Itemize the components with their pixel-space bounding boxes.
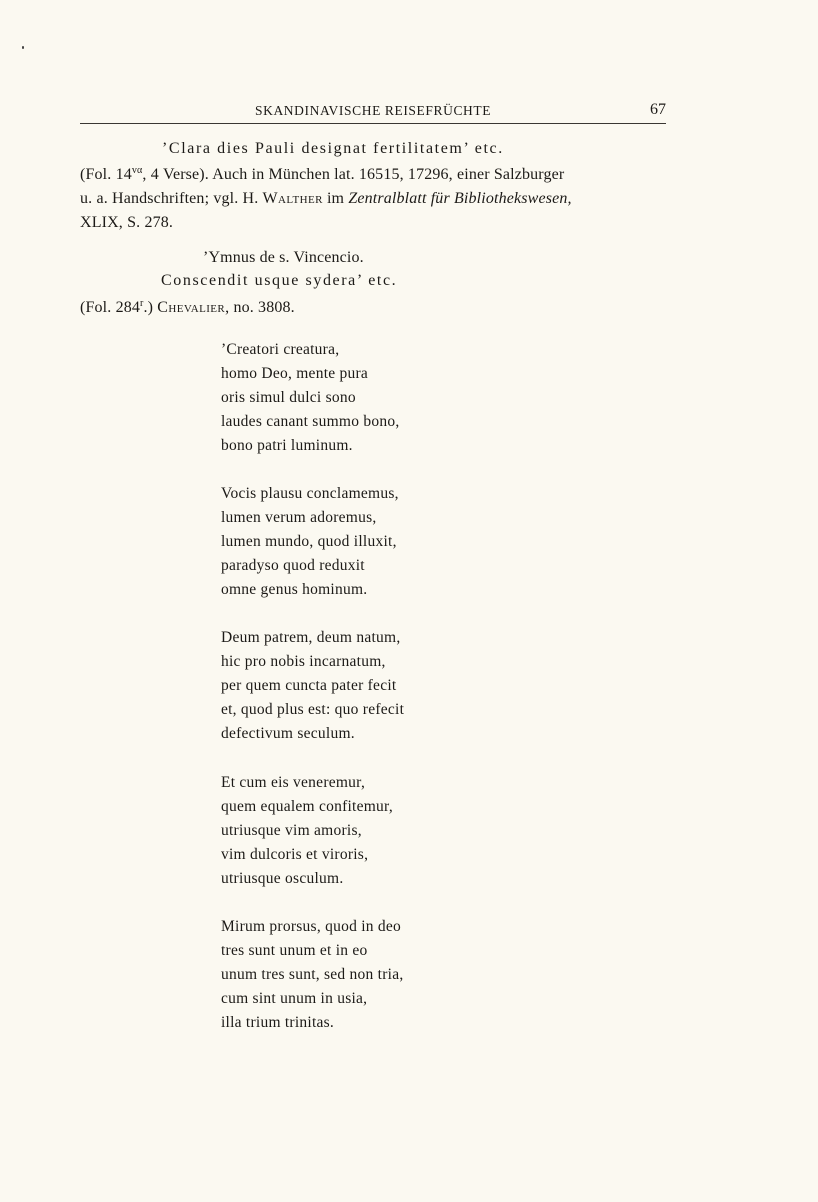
page-header: [80, 101, 666, 124]
verse-line: per quem cuncta pater fecit: [221, 677, 397, 694]
verse-line: vim dulcoris et viroris,: [221, 846, 369, 863]
verse-line: quem equalem confitemur,: [221, 798, 393, 815]
note-conscendit-superscript: r: [140, 298, 144, 309]
note-conscendit: [80, 299, 295, 317]
verse-line: Vocis plausu conclamemus,: [221, 485, 399, 502]
hymn-title: ’Ymnus de s. Vincencio.: [203, 249, 364, 266]
verse-line: defectivum seculum.: [221, 725, 355, 742]
verse-line: hic pro nobis incarnatum,: [221, 653, 386, 670]
running-title: SKANDINAVISCHE REISEFRÜCHTE: [255, 103, 492, 118]
note-conscendit-paren: .): [143, 299, 158, 316]
verse-line: homo Deo, mente pura: [221, 365, 369, 382]
verse-line: illa trium trinitas.: [221, 1014, 335, 1031]
note-clara-line-3: XLIX, S. 278.: [80, 214, 174, 231]
verse-line: Mirum prorsus, quod in deo: [221, 918, 402, 935]
note-clara-fol: (Fol. 14: [80, 166, 132, 183]
verse-line: oris simul dulci sono: [221, 389, 356, 406]
note-clara-text-1: , 4 Verse). Auch in München lat. 16515, 17296, einer Salzburger: [142, 166, 565, 183]
note-conscendit-number: , no. 3808.: [225, 299, 295, 316]
verse-line: utriusque osculum.: [221, 870, 344, 887]
print-speck: [22, 46, 24, 49]
verse-line: tres sunt unum et in eo: [221, 942, 368, 959]
verse-line: Et cum eis veneremur,: [221, 774, 366, 791]
hymn-stanza-4: [221, 771, 481, 891]
verse-line: unum tres sunt, sed non tria,: [221, 966, 404, 983]
verse-line: bono patri luminum.: [221, 437, 353, 454]
note-conscendit-fol: (Fol. 284: [80, 299, 141, 316]
incipit-clara: ’Clara dies Pauli designat fertilitatem’ etc.: [162, 140, 504, 157]
note-clara-line-2: [80, 190, 572, 208]
author-chevalier: Chevalier: [157, 299, 226, 316]
verse-line: ’Creatori creatura,: [221, 341, 340, 358]
verse-line: et, quod plus est: quo refecit: [221, 701, 405, 718]
note-clara-line-1: [80, 166, 564, 184]
incipit-conscendit: Conscendit usque sydera’ etc.: [161, 272, 398, 289]
note-clara-im: im: [322, 190, 349, 207]
hymn-stanza-3: [221, 626, 481, 746]
journal-title: Zentralblatt für Bibliothekswesen,: [348, 190, 572, 207]
verse-line: omne genus hominum.: [221, 581, 368, 598]
note-clara-folio-superscript: vα: [131, 165, 143, 176]
note-clara-text-2: u. a. Handschriften; vgl. H.: [80, 190, 263, 207]
verse-line: paradyso quod reduxit: [221, 557, 365, 574]
verse-line: lumen verum adoremus,: [221, 509, 377, 526]
author-walther: Walther: [262, 190, 323, 207]
hymn-stanza-5: [221, 915, 481, 1035]
hymn-stanza-2: [221, 482, 481, 602]
verse-line: utriusque vim amoris,: [221, 822, 362, 839]
verse-line: cum sint unum in usia,: [221, 990, 368, 1007]
verse-line: lumen mundo, quod illuxit,: [221, 533, 397, 550]
hymn-stanza-1: [221, 338, 481, 458]
page-number: 67: [650, 101, 666, 118]
verse-line: Deum patrem, deum natum,: [221, 629, 401, 646]
verse-line: laudes canant summo bono,: [221, 413, 400, 430]
